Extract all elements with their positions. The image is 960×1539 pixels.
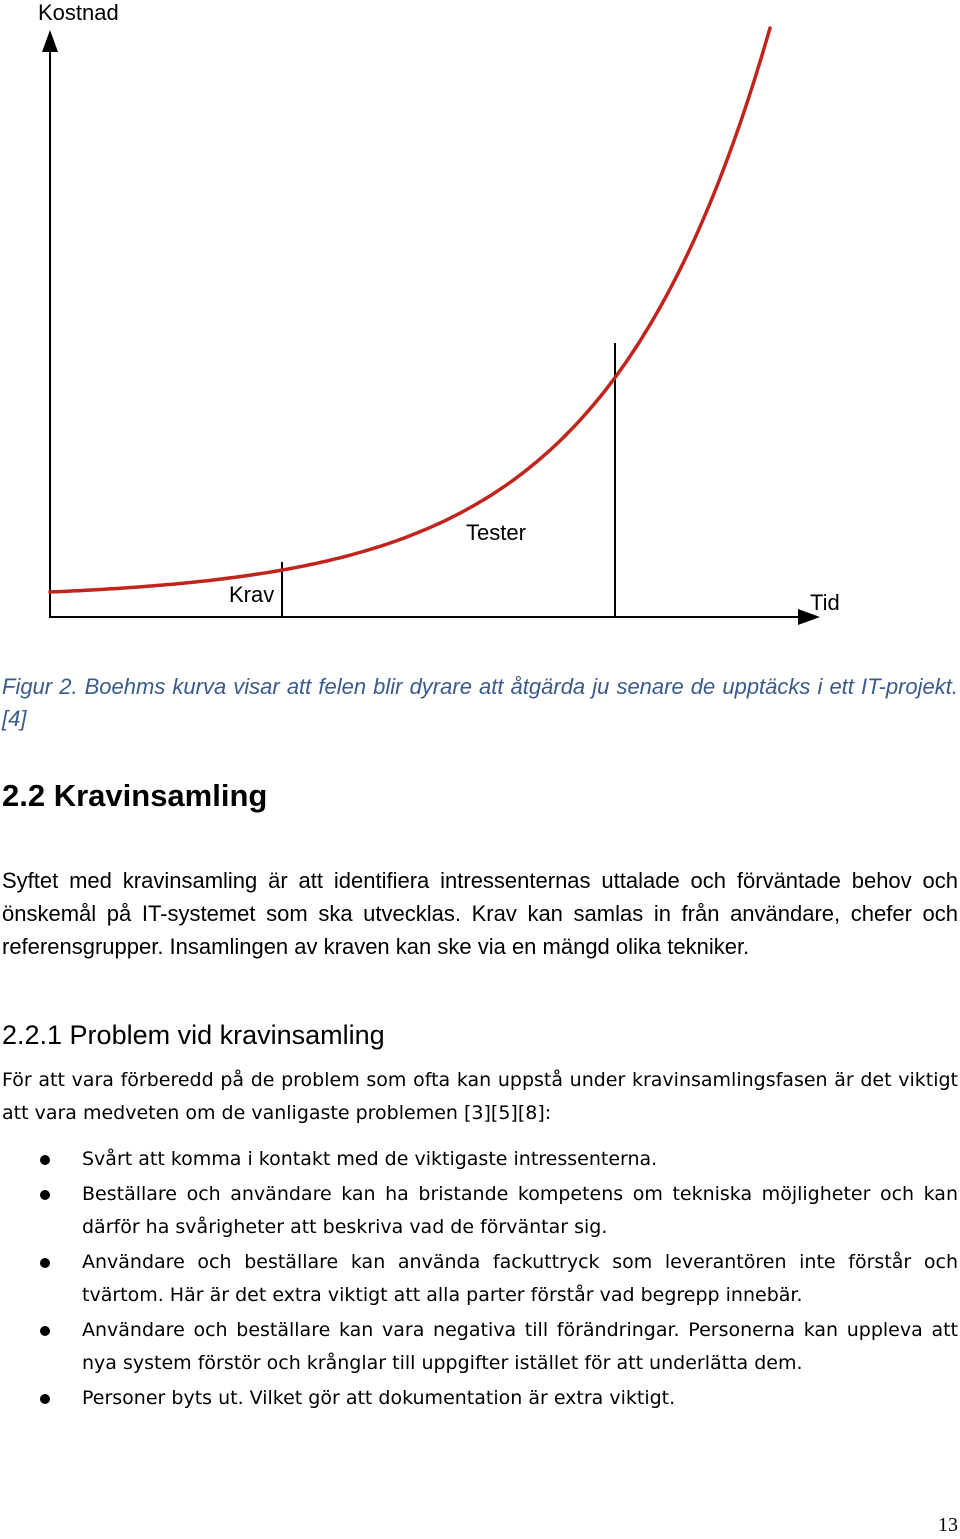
bullet-icon <box>40 1394 50 1404</box>
y-axis-arrow <box>42 30 58 52</box>
figure-caption: Figur 2. Boehms kurva visar att felen blir dyrare att åtgärda ju senare de upptäcks i ett IT-projekt. [4] <box>2 674 958 731</box>
bullet-icon <box>40 1258 50 1268</box>
list-item <box>0 1382 958 1415</box>
list-item <box>0 1314 958 1380</box>
phase-label-krav: Krav <box>229 582 275 607</box>
cost-curve <box>50 28 770 592</box>
subsection-intro: För att vara förberedd på de problem som ofta kan uppstå under kravinsamlingsfasen är det viktigt att vara medveten om de vanligaste problemen [3][5][8]: <box>2 1069 958 1124</box>
x-axis-label: Tid <box>810 590 840 615</box>
bullet-icon <box>40 1190 50 1200</box>
section-paragraph: Syftet med kravinsamling är att identifiera intressenternas uttalade och förväntade behov och önskemål på IT-systemet som ska utvecklas. Krav kan samlas in från användare, chefer och referensgrupper. Insamlingen av kraven kan ske via en mängd olika tekniker. <box>2 868 958 959</box>
list-item-text: Användare och beställare kan vara negativa till förändringar. Personerna kan uppleva att nya system förstör och krånglar till uppgifter istället för att underlätta dem. <box>82 1319 958 1374</box>
problem-list <box>0 1143 960 1417</box>
subsection-heading: 2.2.1 Problem vid kravinsamling <box>2 1020 385 1050</box>
list-item-text: Användare och beställare kan använda fackuttryck som leverantören inte förstår och tvärtom. Här är det extra viktigt att alla parter förstår vad begrepp innebär. <box>82 1251 958 1306</box>
list-item-text: Personer byts ut. Vilket gör att dokumentation är extra viktigt. <box>82 1387 676 1409</box>
bullet-icon <box>40 1326 50 1336</box>
list-item <box>0 1178 958 1244</box>
list-item-text: Beställare och användare kan ha bristande kompetens om tekniska möjligheter och kan därför ha svårigheter att beskriva vad de förväntar sig. <box>82 1183 958 1238</box>
y-axis-label: Kostnad <box>38 0 119 25</box>
section-heading: 2.2 Kravinsamling <box>2 778 268 813</box>
list-item <box>0 1143 958 1176</box>
list-item-text: Svårt att komma i kontakt med de viktigaste intressenterna. <box>82 1148 658 1170</box>
bullet-icon <box>40 1155 50 1165</box>
list-item <box>0 1246 958 1312</box>
phase-label-tester: Tester <box>466 520 526 545</box>
boehm-curve-figure <box>0 0 960 640</box>
page-number: 13 <box>938 1514 958 1536</box>
